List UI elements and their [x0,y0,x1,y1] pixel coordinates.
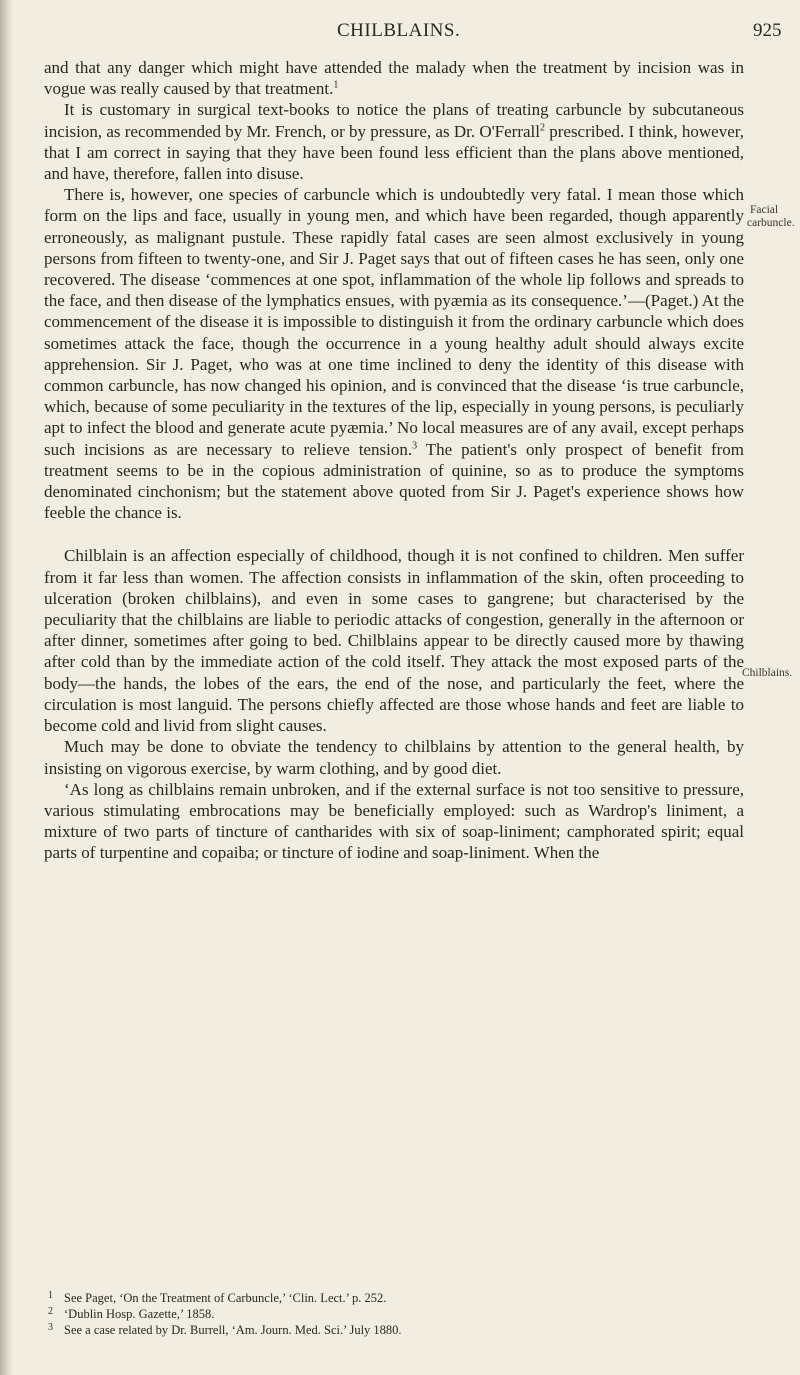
paragraph-1: and that any danger which might have attended the malady when the treatment by incision was in vogue was really caused by that treatment.$^1$ [44,58,744,99]
footnote-2: 2 ‘Dublin Hosp. Gazette,’ 1858. [48,1306,215,1321]
page-header [0,14,800,44]
paragraph-2: It is customary in surgical text-books to notice the plans of treating carbuncle by subcutaneous incision, as recommended by Mr. French, or by pressure, as Dr. O'Ferrall$^2$ prescribed. I think, however, that I am correct in saying that they have been found less efficient than the plans above mentioned, and have, therefore, fallen into disuse. [44,100,744,184]
running-title: CHILBLAINS. [337,20,461,41]
footnote-ref-2[interactable]: 2 [539,121,545,133]
paragraph-6: ‘As long as chilblains remain unbroken, and if the external surface is not too sensitive to pressure, various stimulating embrocations may be beneficially employed: such as Wardrop's liniment, a mixture of two parts of tincture of cantharides with six of soap-liniment; camphorated spirit; equal parts of turpentine and copaiba; or tincture of iodine and soap-liniment. When the [44,779,744,863]
page-number: 925 [753,20,782,41]
margin-note-facial-carbuncle: Facial carbuncle. [747,204,795,229]
footnotes [44,1290,744,1338]
body-text [44,57,744,864]
footnote-ref-3[interactable]: 3 [412,440,418,451]
margin-note-chilblains: Chilblains. [742,667,793,679]
footnote-3: 3 See a case related by Dr. Burrell, ‘Am. Journ. Med. Sci.’ July 1880. [48,1322,402,1337]
footnote-ref-1[interactable]: 1 [333,79,339,91]
footnote-1: 1 See Paget, ‘On the Treatment of Carbuncle,’ ‘Clin. Lect.’ p. 252. [48,1290,387,1305]
page-spine-shadow [0,0,14,1375]
paragraph-3: There is, however, one species of carbuncle which is undoubtedly very fatal. I mean those which form on the lips and face, usually in young men, and which have been regarded, though apparently erroneously, as malignant pustule. These rapidly fatal cases are seen almost exclusively in young persons from fifteen to twenty-one, and Sir J. Paget says that out of fifteen cases he has seen, only one recovered. The disease ‘commences at one spot, inflammation of the whole lip follows and spreads to the face, and then disease of the lymphatics ensues, with pyæmia as its consequence.’—(Paget.) At the commencement of the disease it is impossible to distinguish it from the ordinary carbuncle which does sometimes attack the face, though the occurrence in a young healthy adult should always excite apprehension. Sir J. Paget, who was at one time inclined to deny the identity of this disease with common carbuncle, has now changed his opinion, and is convinced that the disease ‘is true carbuncle, which, because of some peculiarity in the textures of the lip, especially in young persons, is peculiarly apt to infect the blood and generate acute pyæmia.’ No local measures are of any avail, except perhaps such incisions as are necessary to relieve tension.$^3$ The patient's only prospect of benefit from treatment seems to be in the copious administration of quinine, so as to produce the symptoms denominated cinchonism; but the statement above quoted from Sir J. Paget's experience shows how feeble the chance is. [44,185,745,523]
paragraph-4: Chilblain is an affection especially of childhood, though it is not confined to children. Men suffer from it far less than women. The affection consists in inflammation of the skin, often proceeding to ulceration (broken chilblains), and even in some cases to gangrene; but characterised by the peculiarity that the chilblains are liable to periodic attacks of congestion, generally in the afternoon or after dinner, sometimes after going to bed. Chilblains appear to be directly caused more by thawing after cold than by the immediate action of the cold itself. They attack the most exposed parts of the body—the hands, the lobes of the ears, the end of the nose, and particularly the feet, where the circulation is most languid. The persons chiefly affected are those whose hands and feet are liable to become cold and livid from slight causes. [44,546,744,736]
paragraph-5: Much may be done to obviate the tendency to chilblains by attention to the general health, by insisting on vigorous exercise, by warm clothing, and by good diet. [44,737,744,778]
